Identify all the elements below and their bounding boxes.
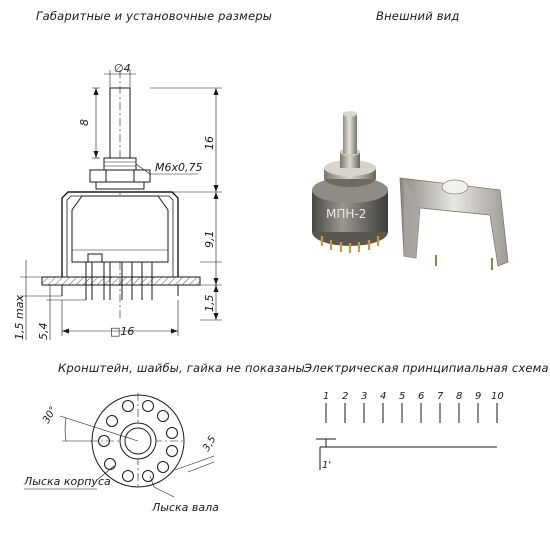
shaft-image <box>343 114 357 154</box>
product-label: МПН-2 <box>326 207 367 221</box>
dimension-drawing <box>20 70 222 340</box>
pcb-section <box>42 277 200 285</box>
shaft-flat-label: Лыска вала <box>152 501 219 514</box>
body-outline <box>72 196 168 262</box>
terminal-label-9: 9 <box>475 391 482 402</box>
terminal-label-7: 7 <box>437 391 444 402</box>
dimensions-caption: Габаритные и установочные размеры <box>36 9 273 23</box>
schematic-drawing <box>316 403 497 470</box>
terminal-label-6: 6 <box>418 391 425 402</box>
shaft-diameter-label: ∅4 <box>114 62 131 75</box>
product-photo <box>312 111 508 270</box>
housing-flat-label: Лыска корпуса <box>24 475 111 488</box>
appearance-caption: Внешний вид <box>376 9 460 23</box>
terminal-label-4: 4 <box>380 391 387 402</box>
square-label: □16 <box>110 325 135 338</box>
bottom-view-caption: Кронштейн, шайбы, гайка не показаны <box>58 361 305 375</box>
terminal-label-1: 1 <box>323 391 330 402</box>
pin-length-label: 1,5 <box>203 294 216 312</box>
terminal-label-8: 8 <box>456 391 463 402</box>
radius-label: 3,5 <box>201 434 219 454</box>
shaft-length-label: 8 <box>78 119 91 126</box>
body-height-label: 9,1 <box>203 230 216 248</box>
terminal-label-2: 2 <box>342 391 349 402</box>
total-height-label: 16 <box>203 136 216 150</box>
terminal-label-5: 5 <box>399 391 406 402</box>
terminal-label-10: 10 <box>491 391 504 402</box>
common-terminal-label: 1' <box>322 460 332 471</box>
terminal-label-3: 3 <box>361 391 368 402</box>
thread-label: М6х0,75 <box>155 161 203 174</box>
max-offset-label: 1,5 max <box>13 295 26 340</box>
angle-label: 30° <box>41 404 60 426</box>
schematic-caption: Электрическая принципиальная схема <box>304 361 549 375</box>
pin-stub-label: 5,4 <box>37 322 50 340</box>
nut-outline <box>90 170 150 182</box>
